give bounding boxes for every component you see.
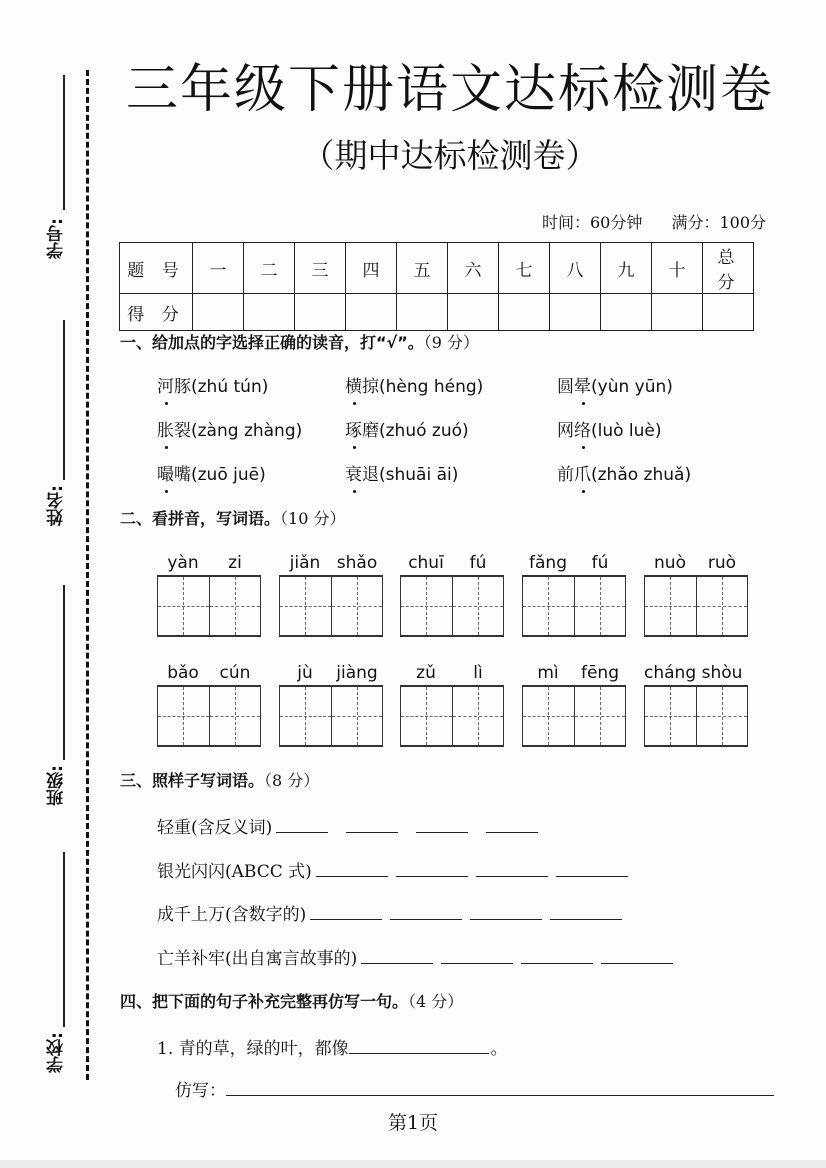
word-char: 衰 bbox=[345, 460, 362, 485]
pinyin-options[interactable]: (zàng zhàng) bbox=[191, 421, 303, 441]
pinyin-word-group bbox=[157, 663, 261, 747]
score-cell[interactable] bbox=[652, 294, 703, 331]
answer-blank[interactable] bbox=[416, 818, 468, 833]
character-grid bbox=[644, 685, 748, 747]
section-1-title bbox=[120, 330, 479, 353]
pinyin-syllable: jiàng bbox=[336, 663, 378, 683]
pronunciation-item[interactable] bbox=[157, 416, 302, 441]
character-cell[interactable] bbox=[210, 687, 261, 745]
question-1-end: 。 bbox=[490, 1039, 508, 1059]
school-label: 学校: bbox=[47, 1032, 67, 1073]
character-cell[interactable] bbox=[523, 577, 575, 635]
word-char: 退 bbox=[362, 465, 379, 485]
column-header: 总 分 bbox=[703, 243, 754, 294]
answer-blank[interactable] bbox=[316, 862, 388, 877]
pinyin-word-group bbox=[522, 553, 626, 637]
character-grid bbox=[279, 685, 383, 747]
character-cell[interactable] bbox=[158, 577, 210, 635]
pronunciation-item[interactable] bbox=[345, 372, 483, 397]
pinyin-word-group bbox=[522, 663, 626, 747]
page-subtitle: （期中达标检测卷） bbox=[301, 136, 599, 175]
pinyin-options[interactable]: (luò luè) bbox=[591, 421, 662, 441]
character-cell[interactable] bbox=[575, 577, 626, 635]
question-number-row bbox=[120, 243, 754, 294]
score-cell[interactable] bbox=[601, 294, 652, 331]
character-cell[interactable] bbox=[523, 687, 575, 745]
character-cell[interactable] bbox=[280, 687, 332, 745]
section-3-heading: 三、照样子写词语。 bbox=[120, 771, 265, 790]
column-header: 八 bbox=[550, 243, 601, 294]
section-3-title bbox=[120, 768, 319, 791]
pinyin-syllable: chuī bbox=[408, 553, 444, 573]
answer-blank[interactable] bbox=[556, 862, 628, 877]
pinyin-syllable: jù bbox=[297, 663, 313, 683]
exam-meta bbox=[542, 210, 766, 233]
pinyin-label bbox=[522, 553, 626, 575]
pinyin-syllable: fǎng bbox=[529, 553, 567, 573]
section-4-title bbox=[120, 989, 463, 1012]
pinyin-syllable: shǎo bbox=[336, 553, 378, 573]
character-cell[interactable] bbox=[158, 687, 210, 745]
pinyin-syllable: ruò bbox=[707, 553, 737, 573]
pinyin-syllable: jiǎn bbox=[289, 553, 321, 573]
word-row bbox=[157, 857, 636, 882]
column-header: 九 bbox=[601, 243, 652, 294]
column-header: 七 bbox=[499, 243, 550, 294]
character-grid bbox=[157, 685, 261, 747]
pinyin-options[interactable]: (zhuó zuó) bbox=[379, 421, 469, 441]
answer-blank[interactable] bbox=[476, 862, 548, 877]
score-cell[interactable] bbox=[499, 294, 550, 331]
pronunciation-item[interactable] bbox=[345, 416, 469, 441]
pronunciation-item[interactable] bbox=[557, 460, 691, 485]
character-cell[interactable] bbox=[332, 687, 383, 745]
column-header: 十 bbox=[652, 243, 703, 294]
score-cell[interactable] bbox=[703, 294, 754, 331]
word-char: 豚 bbox=[174, 377, 191, 397]
character-grid bbox=[400, 575, 504, 637]
character-cell[interactable] bbox=[401, 687, 453, 745]
pinyin-options[interactable]: (hèng héng) bbox=[379, 377, 484, 397]
pronunciation-item[interactable] bbox=[157, 460, 266, 485]
character-cell[interactable] bbox=[280, 577, 332, 635]
pinyin-options[interactable]: (zhú tún) bbox=[191, 377, 269, 397]
word-char: 掠 bbox=[362, 377, 379, 397]
question-1-blank[interactable] bbox=[349, 1039, 489, 1054]
answer-blank[interactable] bbox=[601, 949, 673, 964]
score-cell[interactable] bbox=[346, 294, 397, 331]
character-cell[interactable] bbox=[645, 577, 697, 635]
pinyin-syllable: fēng bbox=[580, 663, 619, 683]
word-char: 络 bbox=[574, 416, 591, 441]
word-char: 网 bbox=[557, 421, 574, 441]
pronunciation-item[interactable] bbox=[345, 460, 458, 485]
section-2-heading: 二、看拼音，写词语。 bbox=[120, 509, 281, 528]
pinyin-syllable: yàn bbox=[167, 553, 199, 573]
pinyin-options[interactable]: (zhǎo zhuǎ) bbox=[591, 465, 692, 485]
student-id-label: 学号: bbox=[47, 218, 67, 259]
section-2-points: （10 分） bbox=[280, 509, 346, 528]
character-cell[interactable] bbox=[453, 577, 504, 635]
answer-blank[interactable] bbox=[361, 949, 433, 964]
score-table bbox=[119, 242, 754, 331]
score-cell[interactable] bbox=[295, 294, 346, 331]
pinyin-syllable: fú bbox=[591, 553, 609, 573]
page-edge bbox=[0, 1160, 826, 1168]
pinyin-label bbox=[279, 663, 383, 685]
word-row bbox=[157, 900, 630, 925]
pinyin-options[interactable]: (zuō juē) bbox=[191, 465, 266, 485]
word-char: 琢 bbox=[345, 416, 362, 441]
column-header: 五 bbox=[397, 243, 448, 294]
pinyin-syllable: nuò bbox=[654, 553, 686, 573]
class-label: 班级: bbox=[47, 765, 67, 806]
character-grid bbox=[157, 575, 261, 637]
word-char: 圆 bbox=[557, 377, 574, 397]
character-cell[interactable] bbox=[575, 687, 626, 745]
answer-blank[interactable] bbox=[390, 905, 462, 920]
character-grid bbox=[522, 575, 626, 637]
pinyin-syllable: fú bbox=[469, 553, 487, 573]
word-row bbox=[157, 813, 556, 838]
imitate-blank[interactable] bbox=[226, 1081, 774, 1096]
word-char: 嘴 bbox=[174, 465, 191, 485]
answer-blank[interactable] bbox=[550, 905, 622, 920]
answer-blank[interactable] bbox=[396, 862, 468, 877]
question-1 bbox=[157, 1034, 508, 1059]
column-header: 四 bbox=[346, 243, 397, 294]
class-field[interactable] bbox=[63, 585, 65, 760]
pinyin-word-group bbox=[157, 553, 261, 637]
character-cell[interactable] bbox=[210, 577, 261, 635]
pinyin-word-group bbox=[279, 553, 383, 637]
question-1-text: 1. 青的草，绿的叶，都像 bbox=[157, 1039, 349, 1059]
character-grid bbox=[644, 575, 748, 637]
character-cell[interactable] bbox=[401, 577, 453, 635]
column-header: 一 bbox=[193, 243, 244, 294]
answer-blank[interactable] bbox=[486, 818, 538, 833]
answer-blank[interactable] bbox=[441, 949, 513, 964]
word-char: 嘬 bbox=[157, 460, 174, 485]
pinyin-syllable: cún bbox=[219, 663, 251, 683]
page-number: 第1页 bbox=[387, 1112, 439, 1134]
pinyin-options[interactable]: (shuāi āi) bbox=[379, 465, 459, 485]
pinyin-word-group bbox=[400, 553, 504, 637]
section-4-points: （4 分） bbox=[408, 992, 464, 1011]
word-row bbox=[157, 944, 681, 969]
answer-blank[interactable] bbox=[310, 905, 382, 920]
pronunciation-item[interactable] bbox=[157, 372, 268, 397]
word-prompt: 银光闪闪(ABCC 式) bbox=[157, 862, 312, 882]
pinyin-word-group bbox=[644, 553, 748, 637]
school-field[interactable] bbox=[63, 852, 65, 1027]
pinyin-syllable: bǎo bbox=[167, 663, 199, 683]
pinyin-word-group bbox=[400, 663, 504, 747]
section-1-heading: 一、给加点的字选择正确的读音，打“√”。 bbox=[120, 333, 424, 352]
word-char: 横 bbox=[345, 372, 362, 397]
section-4-heading: 四、把下面的句子补充完整再仿写一句。 bbox=[120, 992, 409, 1011]
character-grid bbox=[279, 575, 383, 637]
character-grid bbox=[400, 685, 504, 747]
time-limit: 时间：60分钟 bbox=[541, 213, 643, 232]
word-prompt: 成千上万(含数字的) bbox=[157, 905, 307, 925]
pinyin-syllable: zi bbox=[228, 553, 242, 573]
full-score: 满分：100分 bbox=[671, 213, 766, 232]
column-header: 三 bbox=[295, 243, 346, 294]
column-header: 六 bbox=[448, 243, 499, 294]
word-prompt: 亡羊补牢(出自寓言故事的) bbox=[157, 949, 358, 969]
imitate-row bbox=[175, 1076, 774, 1101]
character-cell[interactable] bbox=[697, 577, 748, 635]
character-grid bbox=[522, 685, 626, 747]
word-char: 河 bbox=[157, 372, 174, 397]
word-char: 晕 bbox=[574, 372, 591, 397]
score-cell[interactable] bbox=[193, 294, 244, 331]
row-header: 题 号 bbox=[120, 243, 193, 294]
score-cell[interactable] bbox=[244, 294, 295, 331]
name-label: 姓名: bbox=[47, 485, 67, 526]
word-char: 前 bbox=[557, 465, 574, 485]
answer-blank[interactable] bbox=[521, 949, 593, 964]
pinyin-syllable: zǔ bbox=[416, 663, 436, 683]
character-cell[interactable] bbox=[332, 577, 383, 635]
pinyin-syllable: shòu bbox=[701, 663, 743, 683]
score-cell[interactable] bbox=[448, 294, 499, 331]
pinyin-word-group bbox=[279, 663, 383, 747]
section-2-title bbox=[120, 506, 345, 529]
pinyin-label bbox=[279, 553, 383, 575]
section-1-points: （9 分） bbox=[423, 333, 479, 352]
character-cell[interactable] bbox=[645, 687, 697, 745]
word-char: 磨 bbox=[362, 421, 379, 441]
page-title: 三年级下册语文达标检测卷 bbox=[125, 60, 774, 120]
pinyin-word-group bbox=[644, 663, 748, 747]
score-cell[interactable] bbox=[397, 294, 448, 331]
cut-line bbox=[86, 70, 89, 1080]
answer-blank[interactable] bbox=[346, 818, 398, 833]
word-char: 爪 bbox=[574, 460, 591, 485]
pinyin-label bbox=[400, 553, 504, 575]
pinyin-options[interactable]: (yùn yūn) bbox=[591, 377, 673, 397]
section-3-points: （8 分） bbox=[264, 771, 320, 790]
pronunciation-item[interactable] bbox=[557, 372, 673, 397]
row-header: 得 分 bbox=[120, 294, 193, 331]
imitate-label: 仿写： bbox=[175, 1081, 226, 1101]
word-char: 胀 bbox=[157, 416, 174, 441]
name-field[interactable] bbox=[63, 320, 65, 480]
score-row bbox=[120, 294, 754, 331]
column-header: 二 bbox=[244, 243, 295, 294]
pinyin-syllable: cháng bbox=[644, 663, 697, 683]
pronunciation-item[interactable] bbox=[557, 416, 662, 441]
character-cell[interactable] bbox=[697, 687, 748, 745]
score-cell[interactable] bbox=[550, 294, 601, 331]
pinyin-label bbox=[522, 663, 626, 685]
character-cell[interactable] bbox=[453, 687, 504, 745]
word-prompt: 轻重(含反义词) bbox=[157, 818, 273, 838]
pinyin-label bbox=[644, 663, 748, 685]
pinyin-syllable: mì bbox=[537, 663, 559, 683]
pinyin-label bbox=[400, 663, 504, 685]
pinyin-syllable: lì bbox=[473, 663, 483, 683]
pinyin-label bbox=[157, 553, 261, 575]
answer-blank[interactable] bbox=[470, 905, 542, 920]
answer-blank[interactable] bbox=[276, 818, 328, 833]
word-char: 裂 bbox=[174, 421, 191, 441]
pinyin-label bbox=[644, 553, 748, 575]
pinyin-label bbox=[157, 663, 261, 685]
